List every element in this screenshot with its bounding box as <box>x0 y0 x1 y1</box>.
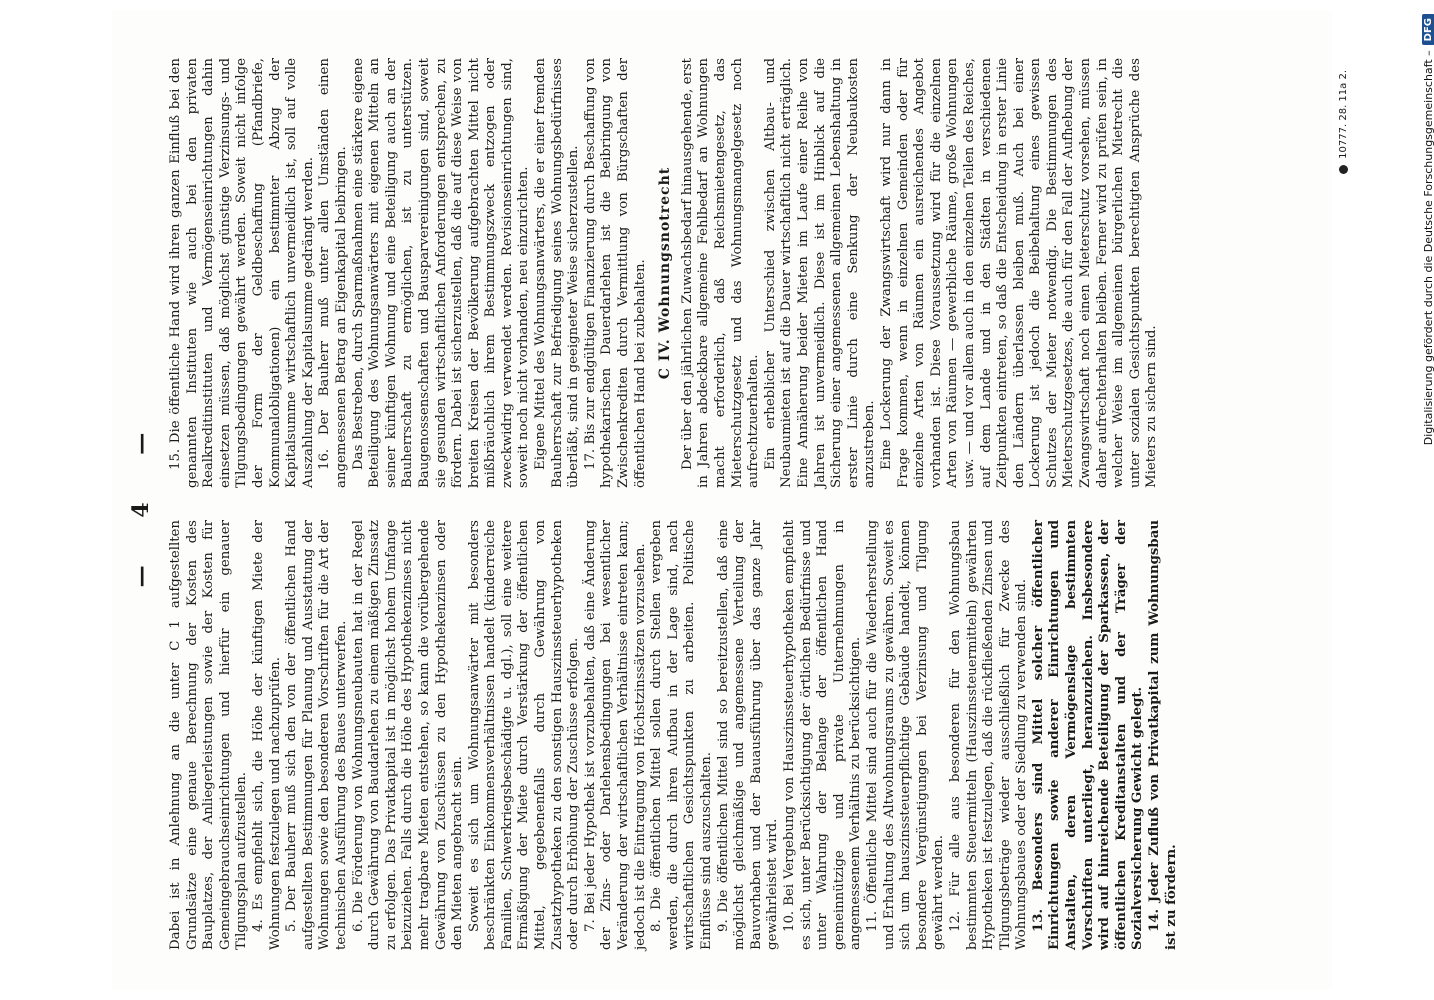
paragraph: 4. Es empfiehlt sich, die Höhe der künftigen Miete der Wohnungen festzulegen und nachzuprüfen. <box>250 520 283 950</box>
print-code-footer <box>1338 70 1349 174</box>
paragraph: 10. Bei Vergebung von Hauszinssteuerhypotheken empfiehlt es sich, unter Berücksichtigung der örtlichen Bedürfnisse und unter Wahrung der Belange der öffentlichen Hand gemeinnützige und private Unternehmungen in angemessenem Verhältnis zu berücksichtigen. <box>781 520 864 950</box>
paragraph: 9. Die öffentlichen Mittel sind so bereitzustellen, daß eine möglichst gleichmäßige und angemessene Verteilung der Bauvorhaben und der Bauausführung über das ganze Jahr gewährleistet wird. <box>715 520 781 950</box>
paragraph: 14. Jeder Zufluß von Privatkapital zum Wohnungsbau ist zu fördern. <box>1147 520 1179 950</box>
paragraph: Der über den jährlichen Zuwachsbedarf hinausgehende, erst in Jahren abdeckbare allgemeine Fehlbedarf an Wohnungen macht erforderlich, daß Reichsmietengesetz, das Mieterschutzgesetz und das Wohnungsmangelgesetz noch aufrechtzuerhalten. <box>679 58 762 488</box>
scanned-page <box>112 10 1349 990</box>
paragraph: 15. Die öffentliche Hand wird ihren ganzen Einfluß bei den genannten Instituten wie auch bei den privaten Realkreditinstituten und Vermögenseinrichtungen dahin einsetzen müssen, daß möglichst günstige Verzinsungs- und Tilgungsbedingungen gewährt werden. Soweit nicht infolge der Form der Geldbeschaffung (Pfandbriefe, Kommunalobligationen) ein bestimmter Abzug der Kapitalsumme wirtschaftlich unvermeidlich ist, soll auf volle Auszahlung der Kapitalsumme gedrängt werden. <box>168 58 316 488</box>
paragraph: 11. Öffentliche Mittel sind auch für die Wiederherstellung und Erhaltung des Altwohnungsraums zu gewähren. Soweit es sich um hauszinssteuerpflichtige Gebäude handelt, können besondere Vergünstigungen bei Verzinsung und Tilgung gewährt werden. <box>864 520 947 950</box>
paragraph: 5. Der Bauherr muß sich den von der öffentlichen Hand aufgestellten Bestimmungen für Planung und Ausstattung der Wohnungen sowie den besonderen Vorschriften für die Art der technischen Ausführung des Baues unterwerfen. <box>284 520 349 950</box>
paragraph: 17. Bis zur endgültigen Finanzierung durch Beschaffung von hypothekarischen Dauerdarlehen ist die Beibringung von Zwischenkrediten durch Vermittlung von Bürgschaften der öffentlichen Hand bei zubehalten. <box>582 58 648 488</box>
paragraph: 16. Der Bauherr muß unter allen Umständen einen angemessenen Betrag an Eigenkapital beibringen. <box>317 58 349 488</box>
left-text-column <box>168 520 1319 950</box>
paragraph: Soweit es sich um Wohnungsanwärter mit besonders beschränkten Einkommensverhältnissen handelt (kinderreiche Familien, Schwerkriegsbeschädigte u. dgl.), soll eine weitere Ermäßigung der Miete durch Verstärkung der öffentlichen Mittel, gegebenenfalls durch Gewährung von Zusatzhypotheken zu den sonstigen Hauszinssteuerhypotheken oder durch Erhöhung der Zuschüsse erfolgen. <box>466 520 582 950</box>
paragraph: 7. Bei jeder Hypothek ist vorzubehalten, daß eine Änderung der Zins- oder Darlehensbedingungen bei wesentlicher Veränderung der wirtschaftlichen Verhältnisse eintreten kann; jedoch ist die Eintragung von Höchstzinssätzen vorzusehen. <box>582 520 648 950</box>
section-heading: C IV. Wohnungsnotrecht <box>657 166 674 380</box>
paragraph: 13. Besonders sind Mittel solcher öffentlicher Einrichtungen sowie anderer Einrichtungen und Anstalten, deren Vermögenslage bestimmten Vorschriften unterliegt, heranzuziehen. Insbesondere wird auf hinreichende Beteiligung der Sparkassen, der öffentlichen Kreditanstalten und der Träger der Sozialversicherung Gewicht gelegt. <box>1030 520 1146 950</box>
paragraph: Das Bestreben, durch Sparmaßnahmen eine stärkere eigene Beteiligung des Wohnungsanwärters mit eigenen Mitteln an seiner künftigen Wohnung und eine Beteiligung auch an der Bauherrschaft zu ermöglichen, ist zu unterstützen. Baugenossenschaften und Bausparvereinigungen sind, soweit sie gesunden wirtschaftlichen Anforderungen entsprechen, zu fördern. Dabei ist sicherzustellen, daß die auf diese Weise von breiten Kreisen der Bevölkerung aufgebrachten Mittel nicht mißbräuchlich ihrem Bestimmungszweck entzogen oder zweckwidrig verwendet werden. Revisionseinrichtungen sind, soweit noch nicht vorhanden, neu einzurichten. <box>350 58 532 488</box>
bullet-mark-icon <box>1339 165 1348 174</box>
digitization-credit-strip <box>1416 0 1434 1000</box>
credit-text: Digitalisierung gefördert durch die Deutsche Forschungsgemeinschaft – <box>1421 50 1434 446</box>
page-content <box>124 50 1349 950</box>
paragraph: Ein erheblicher Unterschied zwischen Altbau- und Neubaumieten ist auf die Dauer wirtschaftlich nicht erträglich. Eine Annäherung beider Mieten im Laufe einer Reihe von Jahren ist unvermeidlich. Diese ist im Hinblick auf die Sicherung einer angemessenen allgemeinen Lebenshaltung in erster Linie durch eine Senkung der Neubaukosten anzustreben. <box>762 58 878 488</box>
dfg-logo: DFG <box>1422 14 1434 45</box>
print-code: 10777. 28. 11a 2. <box>1338 70 1349 159</box>
right-text-column <box>168 58 1319 488</box>
paragraph: Dabei ist in Anlehnung an die unter C 1 aufgestellten Grundsätze eine genaue Berechnung der Kosten des Bauplatzes, der Anliegerleistungen sowie der Kosten für Gemeingebrauchseinrichtungen und hierfür ein genauer Tilgungsplan aufzustellen. <box>168 520 250 950</box>
page-number-header: — 4 — <box>128 412 154 588</box>
credit-inner <box>1416 0 1434 1000</box>
paragraph: 6. Die Förderung von Wohnungsneubauten hat in der Regel durch Gewährung von Baudarlehen zu einem mäßigen Zinssatz zu erfolgen. Das Privatkapital ist in möglichst hohem Umfange beizuziehen. Falls durch die Höhe des Hypothekenzinses nicht mehr tragbare Mieten entstehen, so kann die vorübergehende Gewährung von Zuschüssen zu den Hypothekenzinsen oder den Mieten angebracht sein. <box>350 520 466 950</box>
paragraph: 8. Die öffentlichen Mittel sollen durch Stellen vergeben werden, die durch ihren Aufbau in der Lage sind, nach wirtschaftlichen Gesichtspunkten zu arbeiten. Politische Einflüsse sind auszuschalten. <box>649 520 714 950</box>
paragraph: Eigene Mittel des Wohnungsanwärters, die er einer fremden Bauherrschaft zur Befriedigung seines Wohnungsbedürfnisses überläßt, sind in geeigneter Weise sicherzustellen. <box>533 58 582 488</box>
paragraph: Eine Lockerung der Zwangswirtschaft wird nur dann in Frage kommen, wenn in einzelnen Gemeinden oder für einzelne Arten von Räumen ein ausreichendes Angebot vorhanden ist. Diese Voraussetzung wird für die einzelnen Arten von Räumen — gewerbliche Räume, große Wohnungen usw. — und vor allem auch in den einzelnen Teilen des Reiches, auf dem Lande und in den Städten in verschiedenen Zeitpunkten eintreten, so daß die Entscheidung in erster Linie den Ländern überlassen bleiben muß. Auch bei einer Lockerung ist jedoch die Beibehaltung eines gewissen Schutzes der Mieter notwendig. Die Bestimmungen des Mieterschutzgesetzes, die auch für den Fall der Aufhebung der Zwangswirtschaft noch einen Mieterschutz vorsehen, müssen daher aufrechterhalten bleiben. Ferner wird zu prüfen sein, in welcher Weise im allgemeinen bürgerlichen Mietrecht die unter sozialen Gesichtspunkten berechtigten Ansprüche des Mieters zu sichern sind. <box>878 58 1160 488</box>
paragraph: 12. Für alle aus besonderen für den Wohnungsbau bestimmten Steuermitteln (Hauszinssteuermitteln) gewährten Hypotheken ist festzulegen, daß die rückfließenden Zinsen und Tilgungsbeträge wieder ausschließlich für Zwecke des Wohnungsbaues oder der Siedlung zu verwenden sind. <box>947 520 1030 950</box>
